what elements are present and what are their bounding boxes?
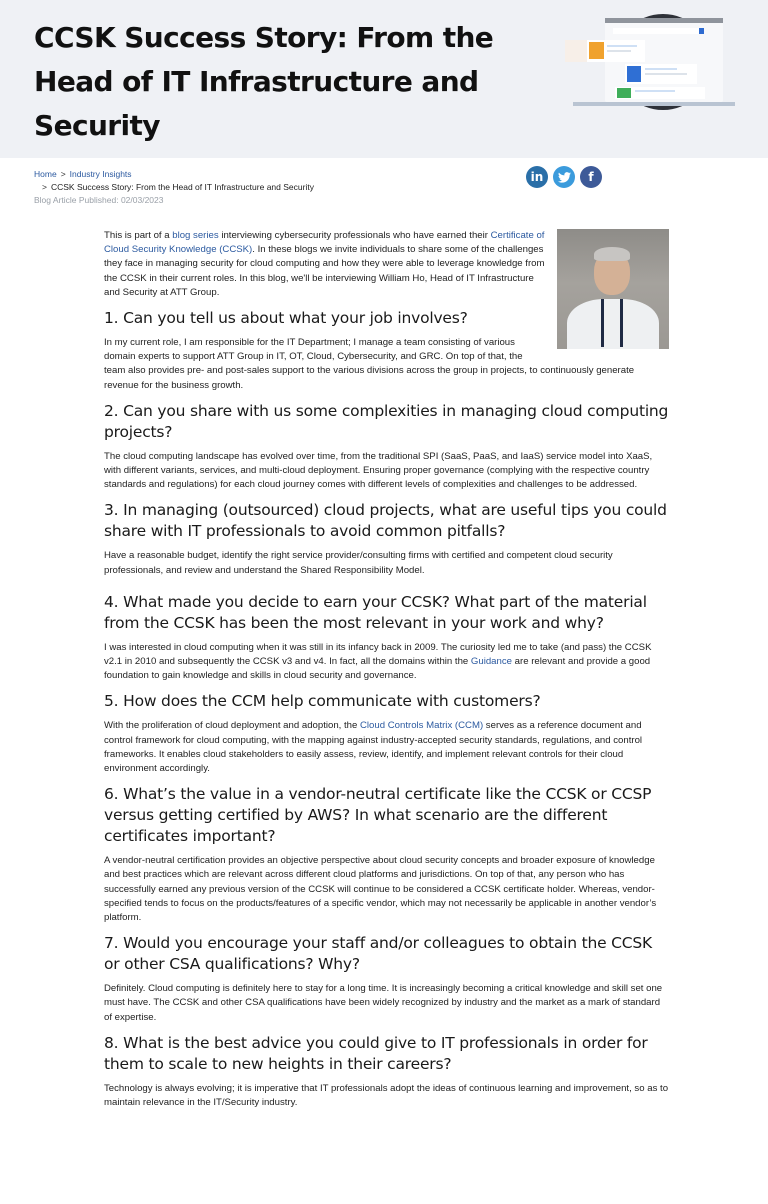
question-heading-7: 7. Would you encourage your staff and/or colleagues to obtain the CCSK or other CSA qualifications? Why? (104, 934, 653, 974)
answer-paragraph-1: In my current role, I am responsible for the IT Department; I manage a team consisting of various domain experts to support ATT Group in IT, OT, Cloud, Cybersecurity, and GRC. On top of that, the team also provides pre- and post-sales support to the various divisions across the group in projects, to continuously generate revenue for the business growth. (104, 337, 635, 391)
breadcrumb-separator: > (42, 182, 47, 192)
answer-paragraph-8: Technology is always evolving; it is imperative that IT professionals adopt the ideas of continuous learning and improvement, so as to maintain relevance in the IT/Security industry. (104, 1082, 669, 1109)
question-heading-6: 6. What’s the value in a vendor-neutral certificate like the CCSK or CCSP versus getting certified by AWS? In what scenario are the different certificates important? (104, 785, 652, 846)
breadcrumb-home-link[interactable]: Home (34, 169, 57, 179)
breadcrumb-separator: > (60, 169, 66, 179)
facebook-glyph: f (588, 170, 594, 184)
answer-paragraph-2: The cloud computing landscape has evolved over time, from the traditional SPI (SaaS, PaaS, and IaaS) service model into XaaS, with different variants, services, and multi-cloud deployment. Ensuring proper governance (complying with the respective country standards and regulations) for each cloud journey comes with different levels of complexities and challenges to be addressed. (104, 450, 653, 491)
question-heading-4: 4. What made you decide to earn your CCSK? What part of the material from the CCSK has been the most relevant in your work and why? (104, 592, 647, 632)
question-heading-3: 3. In managing (outsourced) cloud projects, what are useful tips you could share with IT professionals to avoid common pitfalls? (104, 501, 667, 541)
article-body (104, 229, 669, 1116)
question-heading-2: 2. Can you share with us some complexities in managing cloud computing projects? (104, 401, 669, 441)
linkedin-icon[interactable] (526, 166, 548, 188)
breadcrumb-current: CCSK Success Story: From the Head of IT Infrastructure and Security (50, 182, 314, 192)
answer-paragraph-6: A vendor-neutral certification provides an objective perspective about cloud security concepts and broader exposure of knowledge and best practices which are relevant across different cloud platforms and jurisdictions. On top of that, any person who has successfully earned any previous version of the CCSK will continue to be considered a CCSK certificate holder. Whereas, vendor-specified tends to focus on the products/features of a specific vendor, which may not necessarily be applicable in another vendor’s platform. (104, 855, 657, 924)
question-heading-5: 5. How does the CCM help communicate with customers? (104, 692, 541, 711)
facebook-icon[interactable] (580, 166, 602, 188)
ccsk-link[interactable]: Certificate of Cloud Security Knowledge (CCSK) (104, 230, 545, 256)
hero-banner (0, 0, 768, 158)
answer-paragraph-7: Definitely. Cloud computing is definitely here to stay for a long time. It is increasingly becoming a critical knowledge and skill set one must have. The CCSK and other CSA qualifications have been widely recognized by industry and the market as a mark of standard of expertise. (104, 983, 663, 1023)
blog-series-link[interactable]: blog series (172, 230, 219, 241)
browser-window-illustration (565, 10, 740, 120)
ccm-link[interactable]: Cloud Controls Matrix (CCM) (360, 720, 484, 732)
twitter-bird-icon (558, 172, 571, 183)
answer-paragraph-3: Have a reasonable budget, identify the right service provider/consulting firms with certified and competent cloud security professionals, and review and understand the Shared Responsibility Model. (104, 550, 613, 576)
social-share (526, 166, 602, 188)
interviewee-photo (557, 229, 669, 349)
breadcrumb (34, 168, 314, 207)
intro-paragraph: This is part of a blog series interviewing cybersecurity professionals who have earned their Certificate of Cloud Security Knowledge (CCSK). In these blogs we invite individuals to share some of the challenges they face in managing security for cloud computing and how they were able to leverage knowledge from the CCSK in their current roles. In this blog, we'll be interviewing William Ho, Head of IT Infrastructure and Security at ATT Group. (104, 230, 545, 298)
question-heading-8: 8. What is the best advice you could give to IT professionals in order for them to scale to new heights in their careers? (104, 1033, 648, 1073)
published-date: Blog Article Published: 02/03/2023 (34, 195, 164, 205)
page-title: CCSK Success Story: From the Head of IT Infrastructure and Security (34, 21, 494, 142)
guidance-link[interactable]: Guidance (470, 656, 512, 668)
question-heading-1: 1. Can you tell us about what your job involves? (104, 309, 468, 328)
twitter-icon[interactable] (553, 166, 575, 188)
answer-paragraph-4: I was interested in cloud computing when it was still in its infancy back in 2009. The curiosity led me to take (and pass) the CCSK v2.1 in 2010 and subsequently the CCSK v3 and v4. In fact, all the domains within the Guidance are relevant and provide a good foundation to gain knowledge and skills in cloud security and governance. (104, 641, 652, 682)
linkedin-glyph: in (530, 170, 544, 184)
answer-paragraph-5: With the proliferation of cloud deployment and adoption, the Cloud Controls Matrix (CCM) serves as a reference document and control framework for cloud computing, with the mapping against industry-accepted security standards, regulations, and control frameworks. It enables cloud stakeholders to easily assess, review, identify, and implement relevant controls for their cloud environment accordingly. (104, 720, 643, 775)
breadcrumb-industry-insights-link[interactable]: Industry Insights (69, 169, 132, 179)
